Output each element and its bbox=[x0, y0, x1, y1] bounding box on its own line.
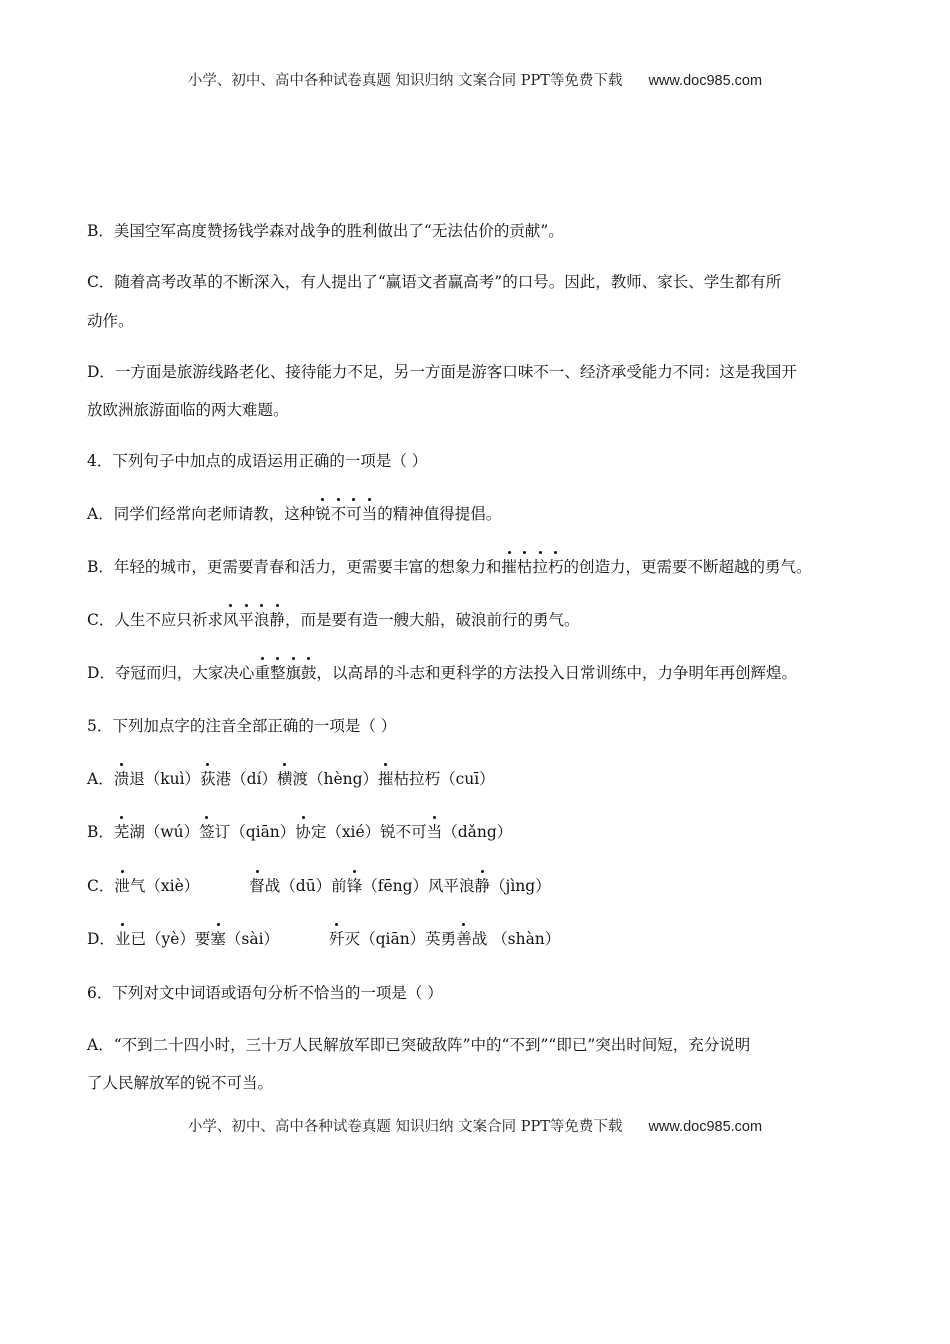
emph-char: 锋 bbox=[346, 877, 363, 895]
page-footer bbox=[0, 1115, 950, 1136]
pinyin-text: （dǎng） bbox=[442, 823, 513, 841]
emph-char: 枯 bbox=[516, 558, 533, 576]
q4a-text2: 的精神值得提倡。 bbox=[377, 505, 502, 523]
page-header bbox=[0, 69, 950, 90]
footer-text: 小学、初中、高中各种试卷真题 知识归纳 文案合同 PPT等免费下载 bbox=[187, 1119, 623, 1135]
q3-option-c-line1: C．随着高考改革的不断深入，有人提出了“赢语文者赢高考”的口号。因此，教师、家长、学生都有所 bbox=[87, 273, 782, 291]
q5-option-d bbox=[87, 928, 560, 950]
option-label: C． bbox=[87, 877, 115, 895]
emph-char: 不 bbox=[330, 505, 347, 523]
q6-option-a-line2: 了人民解放军的锐不可当。 bbox=[87, 1074, 274, 1092]
pinyin-text: 湖（wú） bbox=[129, 823, 200, 841]
pinyin-text: 战（dū）前 bbox=[264, 877, 347, 895]
emph-char: 拉 bbox=[532, 558, 548, 576]
header-site: www.doc985.com bbox=[648, 73, 763, 89]
emph-char: 当 bbox=[361, 505, 378, 523]
pinyin-text: 灭（qiān）英勇 bbox=[344, 930, 457, 948]
option-label: A． bbox=[87, 770, 114, 788]
option-label: B． bbox=[87, 823, 114, 841]
pinyin-text: 气（xiè） bbox=[129, 877, 200, 895]
emph-char: 平 bbox=[238, 611, 254, 629]
footer-site: www.doc985.com bbox=[648, 1119, 763, 1135]
emph-char: 旗 bbox=[285, 664, 301, 682]
pinyin-text: 渡（hèng） bbox=[292, 770, 379, 788]
emph-char: 静 bbox=[474, 877, 491, 895]
emph-char: 静 bbox=[269, 611, 285, 629]
emph-char: 整 bbox=[269, 664, 286, 682]
option-label: D． bbox=[87, 930, 115, 948]
emph-char: 风 bbox=[222, 611, 239, 629]
pinyin-text: 定（xié）锐不可 bbox=[310, 823, 427, 841]
emph-char: 重 bbox=[254, 664, 270, 682]
emph-char: 浪 bbox=[253, 611, 270, 629]
pinyin-text: 已（yè）要 bbox=[130, 930, 211, 948]
question-5: 5．下列加点字的注音全部正确的一项是（ ） bbox=[87, 717, 397, 735]
pinyin-text: （jìng） bbox=[490, 877, 551, 895]
emph-char: 业 bbox=[114, 930, 131, 948]
pinyin-text: 港（dí） bbox=[215, 770, 277, 788]
emph-char: 督 bbox=[249, 877, 265, 895]
emph-char: 荻 bbox=[200, 770, 216, 788]
emph-char: 芜 bbox=[113, 823, 130, 841]
q4-option-a bbox=[87, 503, 501, 525]
emph-char: 可 bbox=[346, 505, 362, 523]
pinyin-text: （fēng）风平浪 bbox=[362, 877, 475, 895]
emph-char: 摧 bbox=[501, 558, 517, 576]
question-4: 4．下列句子中加点的成语运用正确的一项是（ ） bbox=[87, 452, 428, 470]
header-text: 小学、初中、高中各种试卷真题 知识归纳 文案合同 PPT等免费下载 bbox=[187, 73, 623, 89]
q4d-text2: ，以高昂的斗志和更科学的方法投入日常训练中，力争明年再创辉煌。 bbox=[316, 664, 798, 682]
emph-char: 溃 bbox=[113, 770, 130, 788]
emph-char: 歼 bbox=[329, 930, 345, 948]
pinyin-text: 枯拉朽（cuī） bbox=[393, 770, 495, 788]
emph-char: 塞 bbox=[210, 930, 226, 948]
emph-char: 朽 bbox=[547, 558, 564, 576]
q4c-text2: ，而是要有造一艘大船，破浪前行的勇气。 bbox=[284, 611, 580, 629]
pinyin-text: 退（kuì） bbox=[129, 770, 201, 788]
pinyin-text: 战 （shàn） bbox=[471, 930, 561, 948]
emph-char: 当 bbox=[426, 823, 443, 841]
q5-option-b bbox=[87, 821, 512, 843]
q4d-text1: D．夺冠而归，大家决心 bbox=[87, 664, 255, 682]
emph-char: 协 bbox=[295, 823, 311, 841]
q6-option-a-line1: A．“不到二十四小时，三十万人民解放军即已突破敌阵”中的“不到”“即已”突出时间短，充分说明 bbox=[87, 1036, 751, 1054]
emph-char: 鼓 bbox=[300, 664, 317, 682]
emph-char: 签 bbox=[199, 823, 215, 841]
q4a-text1: A．同学们经常向老师请教，这种 bbox=[87, 505, 316, 523]
question-6: 6．下列对文中词语或语句分析不恰当的一项是（ ） bbox=[87, 984, 443, 1002]
emph-char: 泄 bbox=[114, 877, 130, 895]
q4-option-b bbox=[87, 556, 811, 578]
emph-char: 锐 bbox=[315, 505, 331, 523]
q4c-text1: C．人生不应只祈求 bbox=[87, 611, 223, 629]
q4-option-c bbox=[87, 609, 579, 631]
q4b-text2: 的创造力，更需要不断超越的勇气。 bbox=[563, 558, 812, 576]
q3-option-c-line2: 动作。 bbox=[87, 312, 134, 330]
pinyin-text: 订（qiān） bbox=[214, 823, 296, 841]
emph-char: 善 bbox=[456, 930, 472, 948]
q5-option-a bbox=[87, 768, 495, 790]
q3-option-d-line1: D．一方面是旅游线路老化、接待能力不足，另一方面是游客口味不一、经济承受能力不同：这是我国开 bbox=[87, 363, 797, 381]
q3-option-b: B．美国空军高度赞扬钱学森对战争的胜利做出了“无法估价的贡献”。 bbox=[87, 222, 564, 240]
pinyin-text: （sài） bbox=[225, 930, 280, 948]
emph-char: 摧 bbox=[378, 770, 394, 788]
q3-option-d-line2: 放欧洲旅游面临的两大难题。 bbox=[87, 401, 289, 419]
q5-option-c bbox=[87, 875, 551, 897]
q4-option-d bbox=[87, 662, 797, 684]
q4b-text1: B．年轻的城市，更需要青春和活力，更需要丰富的想象力和 bbox=[87, 558, 502, 576]
emph-char: 横 bbox=[276, 770, 293, 788]
